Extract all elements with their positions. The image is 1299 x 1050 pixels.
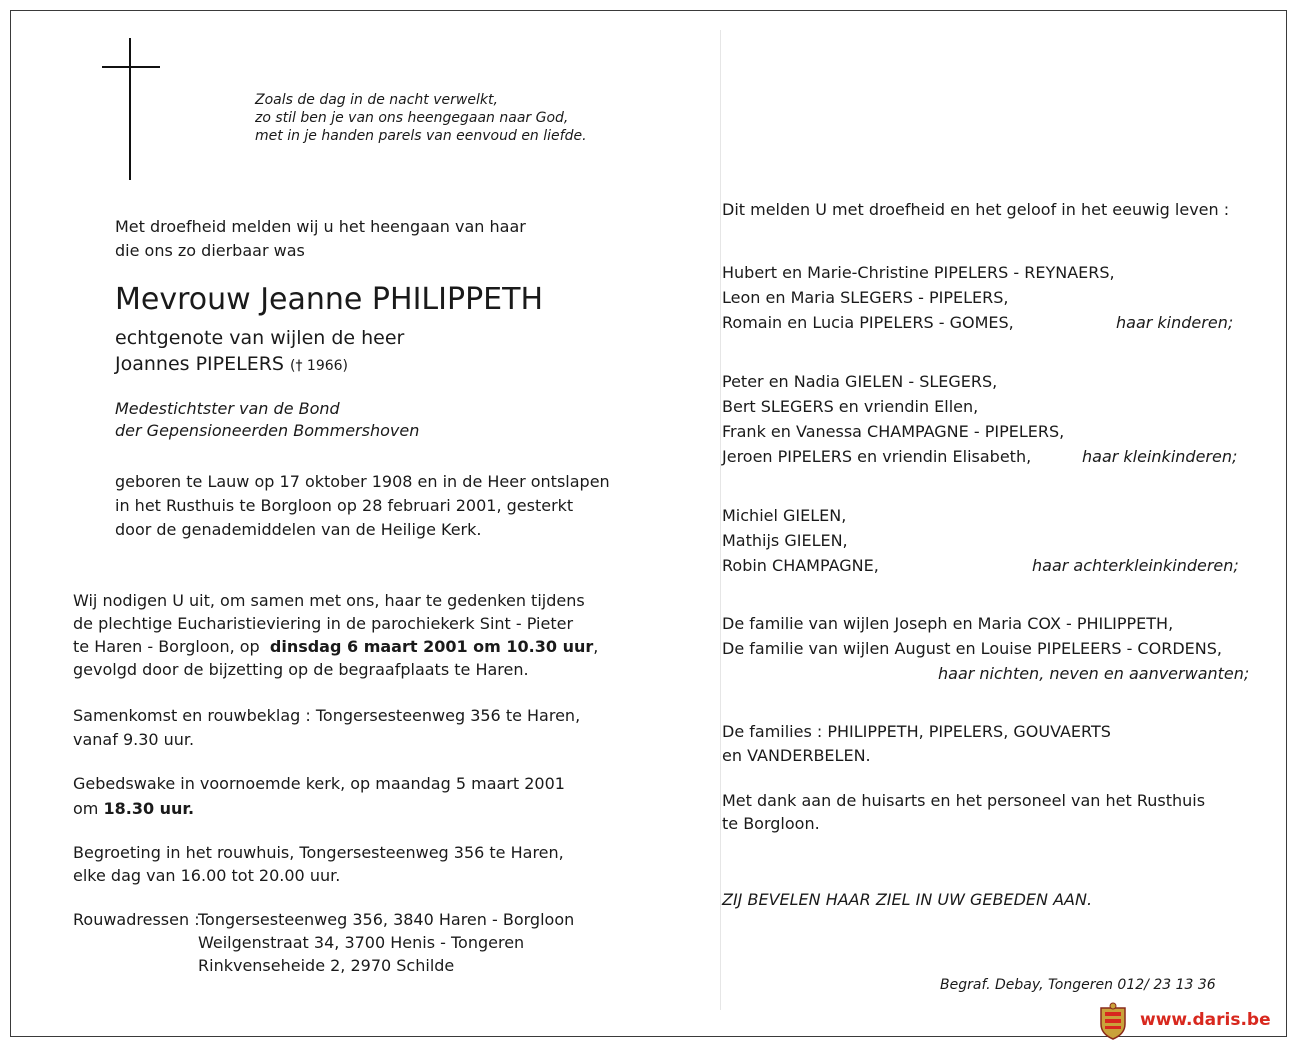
addresses-label: Rouwadressen : <box>73 910 200 929</box>
address-line: Rinkvenseheide 2, 2970 Schilde <box>198 956 455 975</box>
child-line: Romain en Lucia PIPELERS - GOMES, <box>722 313 1014 332</box>
address-line: Tongersesteenweg 356, 3840 Haren - Borgloon <box>198 910 575 929</box>
wake-line <box>73 799 194 819</box>
greatgrandchild-line: Robin CHAMPAGNE, <box>722 556 879 575</box>
invite-line: de plechtige Eucharistieviering in de parochiekerk Sint - Pieter <box>73 614 574 633</box>
wake-time: 18.30 uur. <box>103 799 195 818</box>
watermark-text[interactable]: www.daris.be <box>1140 1010 1271 1030</box>
invite-comma: , <box>593 637 599 656</box>
spouse-line: echtgenote van wijlen de heer <box>115 327 405 349</box>
greeting-line: elke dag van 16.00 tot 20.00 uur. <box>73 866 341 885</box>
service-datetime: dinsdag 6 maart 2001 om 10.30 uur <box>269 637 594 656</box>
families-line: De families : PHILIPPETH, PIPELERS, GOUVAERTS <box>722 722 1111 741</box>
greeting-line: Begroeting in het rouwhuis, Tongersesteenweg 356 te Haren, <box>73 843 564 862</box>
birth-line: door de genademiddelen van de Heilige Kerk. <box>115 520 482 539</box>
invite-text: te Haren - Borgloon, op <box>73 637 260 656</box>
grandchild-line: Peter en Nadia GIELEN - SLEGERS, <box>722 372 998 391</box>
right-intro: Dit melden U met droefheid en het geloof in het eeuwig leven : <box>722 200 1230 219</box>
address-line: Weilgenstraat 34, 3700 Henis - Tongeren <box>198 933 525 952</box>
role-line: Medestichtster van de Bond <box>115 399 340 418</box>
wake-text: om <box>73 799 99 818</box>
cross-icon <box>129 38 131 180</box>
family-line: De familie van wijlen August en Louise PIPELEERS - CORDENS, <box>722 639 1222 658</box>
undertaker-line: Begraf. Debay, Tongeren 012/ 23 13 36 <box>940 977 1216 993</box>
crest-icon <box>1098 1002 1128 1040</box>
meeting-line: Samenkomst en rouwbeklag : Tongersesteenweg 356 te Haren, <box>73 706 581 725</box>
grandchild-line: Jeroen PIPELERS en vriendin Elisabeth, <box>722 447 1032 466</box>
role-line: der Gepensioneerden Bommershoven <box>115 421 420 440</box>
intro-line: Met droefheid melden wij u het heengaan van haar <box>115 217 526 236</box>
grandchild-line: Frank en Vanessa CHAMPAGNE - PIPELERS, <box>722 422 1065 441</box>
meeting-line: vanaf 9.30 uur. <box>73 730 195 749</box>
watermark <box>1098 1002 1288 1042</box>
child-line: Hubert en Marie-Christine PIPELERS - REYNAERS, <box>722 263 1115 282</box>
wake-line: Gebedswake in voornoemde kerk, op maandag 5 maart 2001 <box>73 774 565 793</box>
cross-icon-bar <box>102 66 160 68</box>
child-line: Leon en Maria SLEGERS - PIPELERS, <box>722 288 1009 307</box>
intro-line: die ons zo dierbaar was <box>115 241 305 260</box>
poem-line: Zoals de dag in de nacht verwelkt, <box>255 92 498 108</box>
greatgrandchild-line: Mathijs GIELEN, <box>722 531 848 550</box>
deceased-name: Mevrouw Jeanne PHILIPPETH <box>115 282 543 317</box>
thanks-line: te Borgloon. <box>722 814 820 833</box>
fold-line <box>720 30 721 1010</box>
grandchildren-label: haar kleinkinderen; <box>1082 447 1238 466</box>
spouse-name: Joannes PIPELERS <box>115 353 284 375</box>
birth-line: geboren te Lauw op 17 oktober 1908 en in de Heer ontslapen <box>115 472 610 491</box>
spouse-name-line <box>115 352 348 378</box>
birth-line: in het Rusthuis te Borgloon op 28 februari 2001, gesterkt <box>115 496 574 515</box>
invite-line: gevolgd door de bijzetting op de begraafplaats te Haren. <box>73 660 529 679</box>
invite-line: Wij nodigen U uit, om samen met ons, haar te gedenken tijdens <box>73 591 585 610</box>
invite-line <box>73 637 598 657</box>
poem-line: met in je handen parels van eenvoud en liefde. <box>255 128 587 144</box>
children-label: haar kinderen; <box>1116 313 1234 332</box>
grandchild-line: Bert SLEGERS en vriendin Ellen, <box>722 397 979 416</box>
spouse-death: († 1966) <box>290 358 349 374</box>
family-label: haar nichten, neven en aanverwanten; <box>938 664 1250 683</box>
family-line: De familie van wijlen Joseph en Maria COX - PHILIPPETH, <box>722 614 1174 633</box>
poem-line: zo stil ben je van ons heengegaan naar God, <box>255 110 569 126</box>
greatgrandchild-line: Michiel GIELEN, <box>722 506 847 525</box>
greatgrandchildren-label: haar achterkleinkinderen; <box>1032 556 1239 575</box>
thanks-line: Met dank aan de huisarts en het personeel van het Rusthuis <box>722 791 1206 810</box>
prayer-line: ZIJ BEVELEN HAAR ZIEL IN UW GEBEDEN AAN. <box>722 890 1093 909</box>
families-line: en VANDERBELEN. <box>722 746 871 765</box>
